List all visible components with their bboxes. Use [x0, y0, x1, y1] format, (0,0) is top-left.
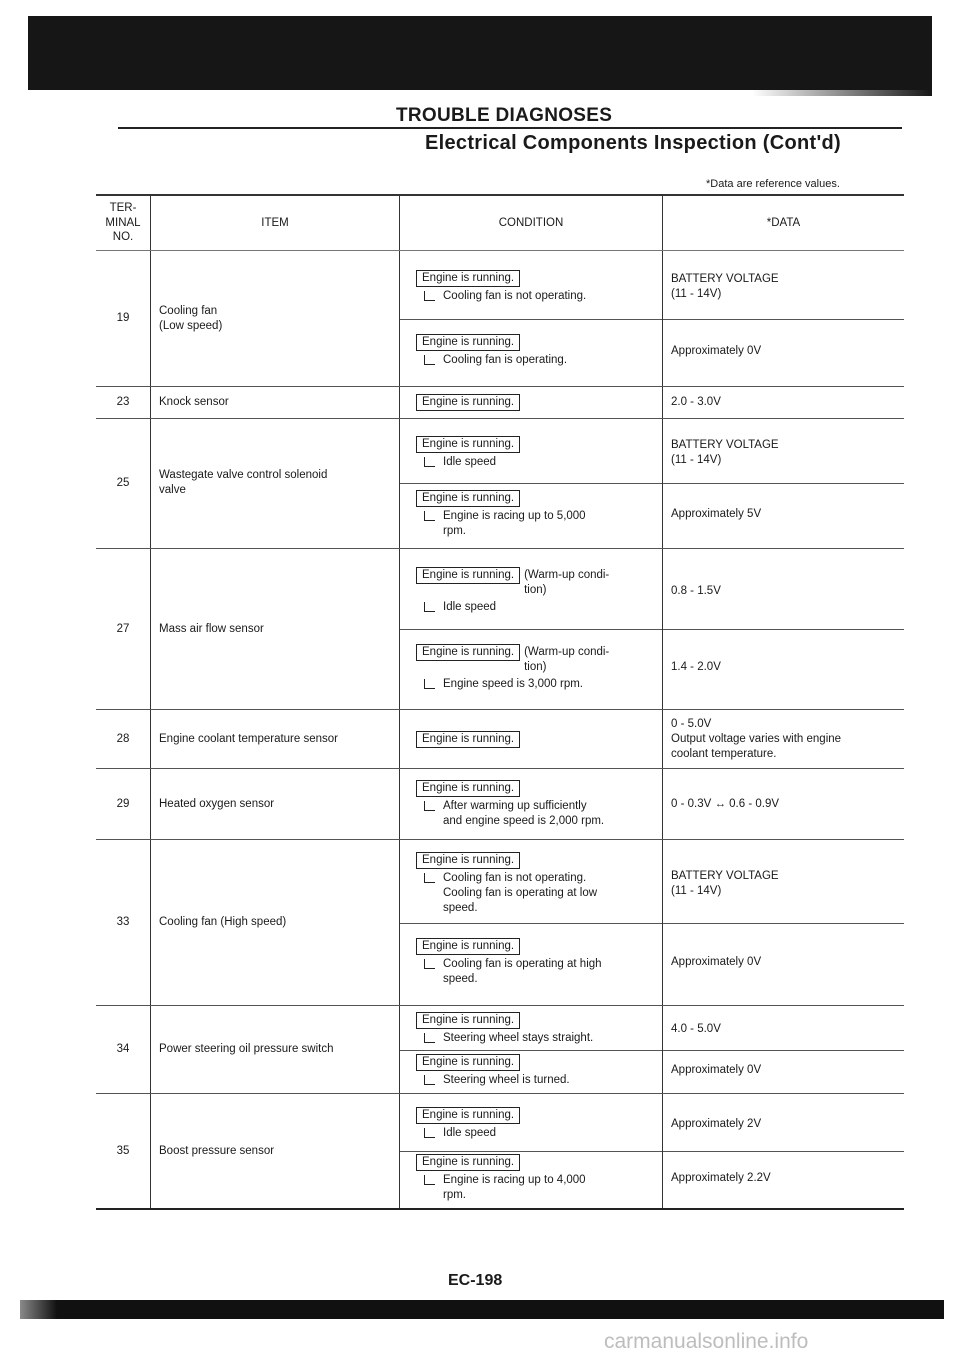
sub-condition — [416, 677, 656, 692]
condition-block — [400, 1009, 662, 1050]
sub-condition-text: Cooling fan is not operating. Cooling fan is operating at low speed. — [443, 871, 598, 914]
terminal-number: 19 — [96, 251, 151, 387]
sub-condition — [416, 1126, 656, 1141]
condition-cell — [400, 418, 663, 548]
engine-state-box: Engine is running. — [416, 644, 520, 661]
header-item: ITEM — [151, 195, 400, 251]
condition-block — [400, 771, 662, 838]
engine-state-box: Engine is running. — [416, 567, 520, 584]
table-row — [96, 710, 904, 769]
condition-cell — [400, 1006, 663, 1094]
data-value: 1.4 - 2.0V — [663, 629, 904, 705]
item-name: Knock sensor — [151, 387, 400, 418]
sub-condition-text: Idle speed — [443, 1127, 497, 1140]
data-value: 0.8 - 1.5V — [671, 584, 721, 597]
table-row — [96, 1094, 904, 1209]
terminal-number: 34 — [96, 1006, 151, 1094]
data-cell — [663, 769, 905, 840]
data-cell — [663, 1094, 905, 1209]
branch-connector-icon — [424, 1033, 435, 1043]
condition-header-line — [416, 780, 656, 797]
terminal-number: 28 — [96, 710, 151, 769]
branch-connector-icon — [424, 355, 435, 365]
condition-header-line — [416, 731, 656, 748]
terminal-number: 23 — [96, 387, 151, 418]
condition-header-line — [416, 938, 656, 955]
section-subtitle: Electrical Components Inspection (Cont'd) — [425, 132, 841, 154]
watermark: carmanualsonline.info — [604, 1330, 809, 1353]
engine-state-box: Engine is running. — [416, 334, 520, 351]
data-value: 4.0 - 5.0V — [671, 1022, 721, 1035]
top-header-bar — [28, 16, 932, 90]
item-name: Power steering oil pressure switch — [151, 1006, 400, 1094]
branch-connector-icon — [424, 1075, 435, 1085]
sub-condition-text: Idle speed — [443, 601, 497, 614]
condition-note: (Warm-up condi- tion) — [524, 569, 610, 597]
engine-state-box: Engine is running. — [416, 1012, 520, 1029]
table-row — [96, 548, 904, 709]
condition-cell — [400, 251, 663, 387]
branch-connector-icon — [424, 801, 435, 811]
condition-block — [400, 553, 662, 629]
condition-block — [400, 1097, 662, 1151]
sub-condition — [416, 455, 656, 470]
condition-block — [400, 629, 662, 705]
branch-connector-icon — [424, 873, 435, 883]
condition-header-line — [416, 1154, 656, 1171]
sub-condition-text: Engine is racing up to 4,000 rpm. — [443, 1174, 586, 1202]
data-value: Approximately 0V — [663, 923, 904, 1001]
engine-state-box: Engine is running. — [416, 731, 520, 748]
data-value: 0 - 0.3V ↔ 0.6 - 0.9V — [671, 797, 780, 810]
reference-note: *Data are reference values. — [706, 178, 840, 190]
condition-cell — [400, 548, 663, 709]
sub-condition — [416, 600, 656, 615]
condition-header-line — [416, 334, 656, 351]
condition-block — [400, 422, 662, 483]
table-row — [96, 418, 904, 548]
data-value: BATTERY VOLTAGE (11 - 14V) — [671, 869, 779, 897]
data-cell — [663, 418, 905, 548]
terminal-number: 35 — [96, 1094, 151, 1209]
condition-header-line — [416, 1107, 656, 1124]
engine-state-box: Engine is running. — [416, 270, 520, 287]
sub-condition-text: Cooling fan is not operating. — [443, 289, 587, 302]
title-rule — [118, 127, 902, 129]
condition-block — [400, 1050, 662, 1091]
item-name: Cooling fan (Low speed) — [151, 251, 400, 387]
sub-condition-text: Cooling fan is operating at high speed. — [443, 957, 602, 985]
sub-condition — [416, 353, 656, 368]
engine-state-box: Engine is running. — [416, 490, 520, 507]
page-number: EC-198 — [448, 1272, 503, 1289]
sub-condition — [416, 1031, 656, 1046]
sub-condition-text: After warming up sufficiently and engine speed is 2,000 rpm. — [443, 799, 605, 827]
header-condition: CONDITION — [400, 195, 663, 251]
sub-condition-text: Engine speed is 3,000 rpm. — [443, 677, 584, 690]
branch-connector-icon — [424, 1175, 435, 1185]
branch-connector-icon — [424, 457, 435, 467]
condition-header-line — [416, 1054, 656, 1071]
engine-state-box: Engine is running. — [416, 1054, 520, 1071]
engine-state-box: Engine is running. — [416, 1154, 520, 1171]
branch-connector-icon — [424, 511, 435, 521]
sub-condition-text: Engine is racing up to 5,000 rpm. — [443, 509, 586, 537]
page-title: TROUBLE DIAGNOSES — [396, 105, 613, 126]
table-row — [96, 1006, 904, 1094]
engine-state-box: Engine is running. — [416, 394, 520, 411]
sub-condition — [416, 509, 656, 539]
item-name: Mass air flow sensor — [151, 548, 400, 709]
data-cell — [663, 251, 905, 387]
condition-header-line — [416, 852, 656, 869]
sub-condition — [416, 1173, 656, 1203]
item-name: Wastegate valve control solenoid valve — [151, 418, 400, 548]
data-value: Approximately 5V — [663, 483, 904, 544]
condition-block — [400, 255, 662, 319]
sub-condition-text: Cooling fan is operating. — [443, 354, 568, 367]
condition-block — [400, 923, 662, 1001]
terminal-number: 29 — [96, 769, 151, 840]
condition-header-line — [416, 436, 656, 453]
condition-block — [400, 1151, 662, 1205]
engine-state-box: Engine is running. — [416, 1107, 520, 1124]
condition-block — [400, 319, 662, 383]
sub-condition-text: Idle speed — [443, 455, 497, 468]
condition-header-line — [416, 644, 656, 675]
terminal-number: 27 — [96, 548, 151, 709]
terminal-number: 25 — [96, 418, 151, 548]
condition-header-line — [416, 490, 656, 507]
condition-cell — [400, 1094, 663, 1209]
condition-cell — [400, 769, 663, 840]
data-value: 0 - 5.0V Output voltage varies with engine coolant temperature. — [671, 717, 842, 760]
branch-connector-icon — [424, 291, 435, 301]
engine-state-box: Engine is running. — [416, 852, 520, 869]
condition-cell — [400, 710, 663, 769]
data-value: BATTERY VOLTAGE (11 - 14V) — [671, 438, 779, 466]
table-row — [96, 840, 904, 1006]
item-name: Boost pressure sensor — [151, 1094, 400, 1209]
branch-connector-icon — [424, 1128, 435, 1138]
sub-condition — [416, 957, 656, 987]
data-value: 2.0 - 3.0V — [671, 396, 721, 409]
condition-header-line — [416, 270, 656, 287]
terminal-number: 33 — [96, 840, 151, 1006]
data-value: Approximately 0V — [663, 1050, 904, 1091]
condition-header-line — [416, 394, 656, 411]
condition-block — [400, 845, 662, 923]
data-value: Approximately 0V — [663, 319, 904, 383]
sub-condition — [416, 871, 656, 916]
condition-header-line — [416, 567, 656, 598]
engine-state-box: Engine is running. — [416, 780, 520, 797]
condition-block — [400, 388, 662, 417]
sub-condition — [416, 799, 656, 829]
table-row — [96, 387, 904, 418]
data-value: Approximately 2.2V — [663, 1151, 904, 1205]
sub-condition-text: Steering wheel is turned. — [443, 1073, 570, 1086]
sub-condition — [416, 1073, 656, 1088]
condition-note: (Warm-up condi- tion) — [524, 645, 610, 673]
header-data: *DATA — [663, 195, 905, 251]
branch-connector-icon — [424, 602, 435, 612]
branch-connector-icon — [424, 959, 435, 969]
data-cell — [663, 840, 905, 1006]
data-value: Approximately 2V — [671, 1117, 762, 1130]
sub-condition — [416, 289, 656, 304]
condition-cell — [400, 387, 663, 418]
table-row — [96, 251, 904, 387]
data-cell — [663, 710, 905, 769]
table-header-row — [96, 195, 904, 251]
table-row — [96, 769, 904, 840]
engine-state-box: Engine is running. — [416, 938, 520, 955]
data-cell — [663, 1006, 905, 1094]
engine-state-box: Engine is running. — [416, 436, 520, 453]
sub-condition-text: Steering wheel stays straight. — [443, 1032, 594, 1045]
data-cell — [663, 387, 905, 418]
condition-header-line — [416, 1012, 656, 1029]
condition-cell — [400, 840, 663, 1006]
item-name: Heated oxygen sensor — [151, 769, 400, 840]
item-name: Engine coolant temperature sensor — [151, 710, 400, 769]
condition-block — [400, 712, 662, 767]
branch-connector-icon — [424, 679, 435, 689]
data-cell — [663, 548, 905, 709]
diagnosis-table — [96, 194, 904, 1210]
item-name: Cooling fan (High speed) — [151, 840, 400, 1006]
header-terminal: TER- MINAL NO. — [96, 195, 151, 251]
condition-block — [400, 483, 662, 544]
bottom-footer-bar — [20, 1300, 944, 1319]
table-body — [96, 251, 904, 1210]
data-value: BATTERY VOLTAGE (11 - 14V) — [671, 272, 779, 300]
